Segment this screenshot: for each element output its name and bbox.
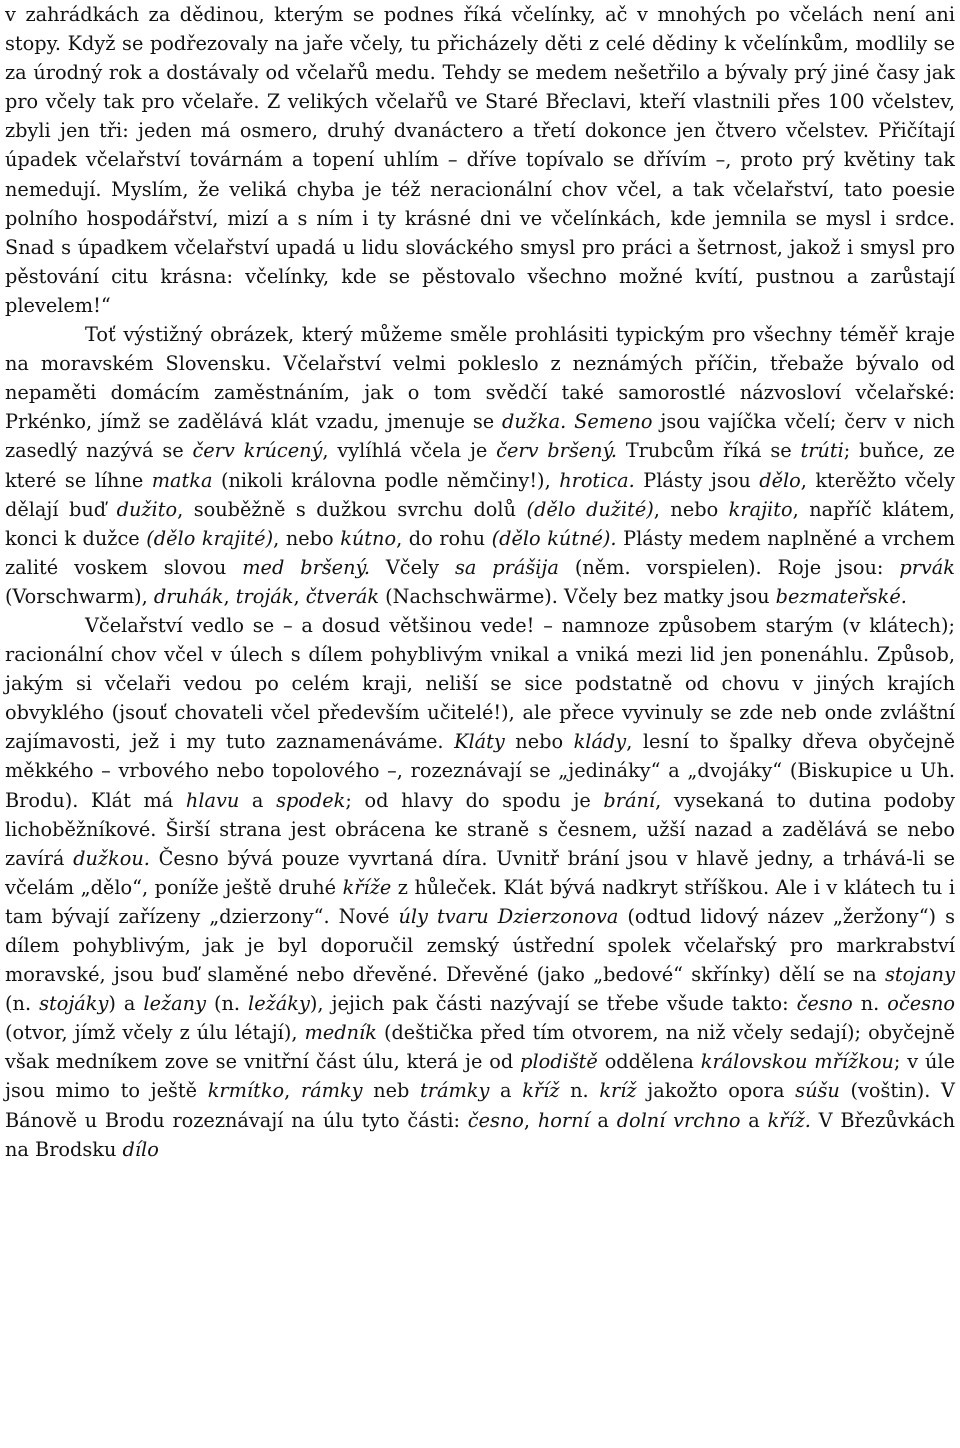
italic-term: dělo [759, 468, 801, 492]
text-run: (Vorschwarm), [5, 584, 154, 608]
text-run: Trubcům říká se [617, 439, 801, 463]
paragraph-3 [5, 611, 955, 1164]
italic-term: medník [304, 1021, 377, 1045]
italic-term: úly tvaru Dzierzonova [398, 904, 619, 928]
text-run: Plásty jsou [634, 468, 760, 492]
text-run: n. [559, 1079, 600, 1103]
text-run: (nikoli královna podle němčiny!), [212, 468, 560, 492]
italic-term: krajito [728, 497, 793, 521]
text-run: , nebo [273, 526, 341, 550]
italic-term: královskou mřížkou [700, 1050, 894, 1074]
italic-term: kříž [522, 1079, 560, 1103]
italic-term: prvák [899, 555, 955, 579]
text-run: n. [852, 992, 888, 1016]
text-run: (odtud lidový název „žeržony“) s dílem pohyblivým, jak je byl doporučil zemský ústřední spolek včelařský pro markrabství moravské, jsou buď slaměné nebo dřevěné. Dřevěné (jako „bedové“ skřínky) dělí se na [5, 904, 955, 987]
text-run: ; buňce, ze které se líhne [5, 439, 955, 492]
italic-term: (dělo krajité) [146, 526, 274, 550]
text-run: v zahrádkách za dědinou, kterým se podnes říká včelínky, ač v mnohých po včelách není ani stopy. Když se podřezovaly na jaře včely, tu přicházely děti z celé dědiny k včelínkům, modlily se za úrodný rok a dostávaly od včelařů medu. Tehdy se medem nešetřilo a bývaly prý jiné časy jak pro včely tak pro včelaře. Z velikých včelařů ve Staré Břeclavi, kteří vlastnili přes 100 včelstev, zbyli jen tři: jeden má osmero, druhý dvanáctero a třetí dokonce jen čtvero včelstev. Přičítají úpadek včelařství továrnám a topení uhlím – dříve topívalo se dřívím –, proto prý květiny tak nemedují. Myslím, že veliká chyba je též neracionální chov včel, a tak včelařství, tato poesie polního hospodářství, mizí a s ním i ty krásné dni ve včelínkách, kde jemnila se mysl i srdce. Snad s úpadkem včelařství upadá u lidu slováckého smysl pro práci a šetrnost, jakož i smysl pro pěstování citu krásna: včelínky, kde se pěstovalo všechno možné kvítí, pustnou a zarůstají plevelem!“ [5, 3, 955, 317]
italic-term: matka [151, 468, 213, 492]
italic-term: druhák [153, 584, 224, 608]
text-run: (n. [205, 992, 249, 1016]
italic-term: med bršený. [242, 555, 370, 579]
italic-term: hlavu [185, 788, 240, 812]
italic-term: ležáky [248, 992, 310, 1016]
italic-term: súšu [795, 1079, 840, 1103]
text-run: , lesní to špalky dřeva obyčejně měkkého – vrbového nebo topolového –, rozeznávají se „jedináky“ a „dvojáky“ (Biskupice u Uh. Brodu). Klát má [5, 730, 955, 812]
italic-term: ležany [143, 992, 206, 1016]
text-run: ; od hlavy do spodu je [345, 788, 604, 812]
italic-term: rámky [300, 1079, 363, 1103]
italic-term: kríž [599, 1079, 637, 1103]
italic-term: čtverák [305, 584, 379, 608]
text-run: , napříč klátem, konci k dužce [5, 497, 956, 550]
text-run: Plásty medem naplněné a vrchem zalité voskem slovou [5, 526, 955, 579]
italic-term: očesno [887, 992, 956, 1016]
italic-term: hrotica. [559, 468, 635, 492]
text-run: (něm. vorspielen). Roje jsou: [558, 555, 900, 579]
italic-term: dužka. [502, 410, 567, 434]
text-run: , [223, 584, 236, 608]
italic-term: dílo [122, 1137, 159, 1161]
text-run: ; v úle jsou mimo to ještě [5, 1050, 955, 1103]
text-run: a [239, 788, 277, 812]
text-run: Včelařství vedlo se – a dosud většinou vede! – namnoze způsobem starým (v klátech); racionální chov včel v úlech s dílem pohyblivým vnikal a vniká mezi lid jen ponenáhlu. Způsob, jakým si včelaři vedou po celém kraji, neliší se sice podstatně od chovu v jiných krajích obvyklého (jsouť chovateli včel především učitelé!), ale přece vyvinuly se zde neb onde zvláštní zajímavosti, jež i my tuto zaznamenáváme. [5, 613, 955, 754]
italic-term: spodek [276, 788, 346, 812]
text-run: , souběžně s dužkou svrchu dolů [177, 497, 527, 521]
text-run: a [740, 1108, 768, 1132]
italic-term: troják [235, 584, 294, 608]
italic-term: kříže [342, 875, 392, 899]
text-run: , nebo [653, 497, 729, 521]
paragraph-1 [5, 0, 955, 320]
italic-term: brání [603, 788, 656, 812]
text-run: (Nachschwärme). Včely bez matky jsou [379, 584, 776, 608]
text-run: Česno bývá pouze vyvrtaná díra. Uvnitř brání jsou v hlavě jedny, a trhává-li se včelám „dělo“, poníže ještě druhé [5, 846, 955, 899]
italic-term: krmítko [207, 1079, 285, 1103]
text-run: , [523, 1108, 538, 1132]
italic-term: horní [537, 1108, 590, 1132]
italic-term: plodiště [520, 1050, 598, 1074]
text-run: a [589, 1108, 617, 1132]
italic-term: stojany [884, 963, 955, 987]
italic-term: sa prášija [455, 555, 559, 579]
text-run: , kterěžto včely dělají buď [5, 468, 955, 521]
text-run: ) a [108, 992, 144, 1016]
text-run: jakožto opora [636, 1079, 796, 1103]
text-run: , [293, 584, 306, 608]
paragraph-2 [5, 320, 955, 611]
text-run: neb [362, 1079, 421, 1103]
text-run: (voštin). V Bánově u Brodu rozeznávají na úlu tyto části: [5, 1079, 955, 1132]
italic-term: bezmateřské. [775, 584, 907, 608]
italic-term: dužito [116, 497, 178, 521]
italic-term: česno [467, 1108, 524, 1132]
text-run [566, 410, 574, 433]
text-run: oddělena [597, 1050, 701, 1074]
text-run: (deštička před tím otvorem, na niž včely sedají); obyčejně však medníkem zove se vnitřní část úlu, která je od [5, 1021, 955, 1074]
italic-term: kříž. [767, 1108, 811, 1132]
text-run: z hůleček. Klát bývá nadkryt stříškou. Ale i v klátech tu i tam bývají zařízeny „dzierzony“. Nové [5, 875, 955, 928]
text-run: V Březůvkách na Brodsku [5, 1108, 956, 1161]
text-run: (n. [5, 992, 40, 1016]
italic-term: trámky [420, 1079, 490, 1103]
italic-term: česno [796, 992, 853, 1016]
italic-term: Kláty [454, 730, 505, 754]
text-run: , vysekaná to dutina podoby lichoběžníkové. Širší strana jest obrácena ke straně s česnem, užší nazad a zadělává se nebo zavírá [5, 788, 955, 870]
text-run: jsou vajíčka včelí; červ v nich zasedlý nazývá se [5, 410, 955, 463]
text-run: nebo [504, 730, 574, 754]
text-run: Včely [369, 555, 455, 579]
text-run: , vylíhlá včela je [322, 439, 497, 463]
text-run: (otvor, jímž včely z úlu létají), [5, 1021, 305, 1045]
italic-term: (dělo kútné). [491, 526, 617, 550]
text-run: , do rohu [396, 526, 492, 550]
italic-term: (dělo dužité) [526, 497, 654, 521]
document-page [5, 0, 955, 1164]
italic-term: Semeno [574, 410, 653, 434]
italic-term: červ bršený. [496, 439, 618, 463]
italic-term: dolní vrchno [616, 1108, 741, 1132]
text-run: , [284, 1079, 301, 1103]
italic-term: dužkou. [73, 846, 150, 870]
text-run: Toť výstižný obrázek, který můžeme směle prohlásiti typickým pro všechny téměř kraje na moravském Slovensku. Včelařství velmi pokleslo z neznámých příčin, třebaže bývalo od nepaměti domácím zaměstnáním, jak o tom svědčí také samorostlé názvosloví včelařské: Prkénko, jímž se zadělává klát vzadu, jmenuje se [5, 323, 955, 434]
italic-term: kútno [340, 526, 397, 550]
text-run: ), jejich pak části nazývají se třebe všude takto: [309, 992, 797, 1016]
italic-term: klády [573, 730, 627, 754]
italic-term: stojáky [39, 992, 109, 1016]
text-run: a [489, 1079, 523, 1103]
italic-term: trúti [800, 439, 844, 463]
italic-term: červ krúcený [192, 439, 323, 463]
